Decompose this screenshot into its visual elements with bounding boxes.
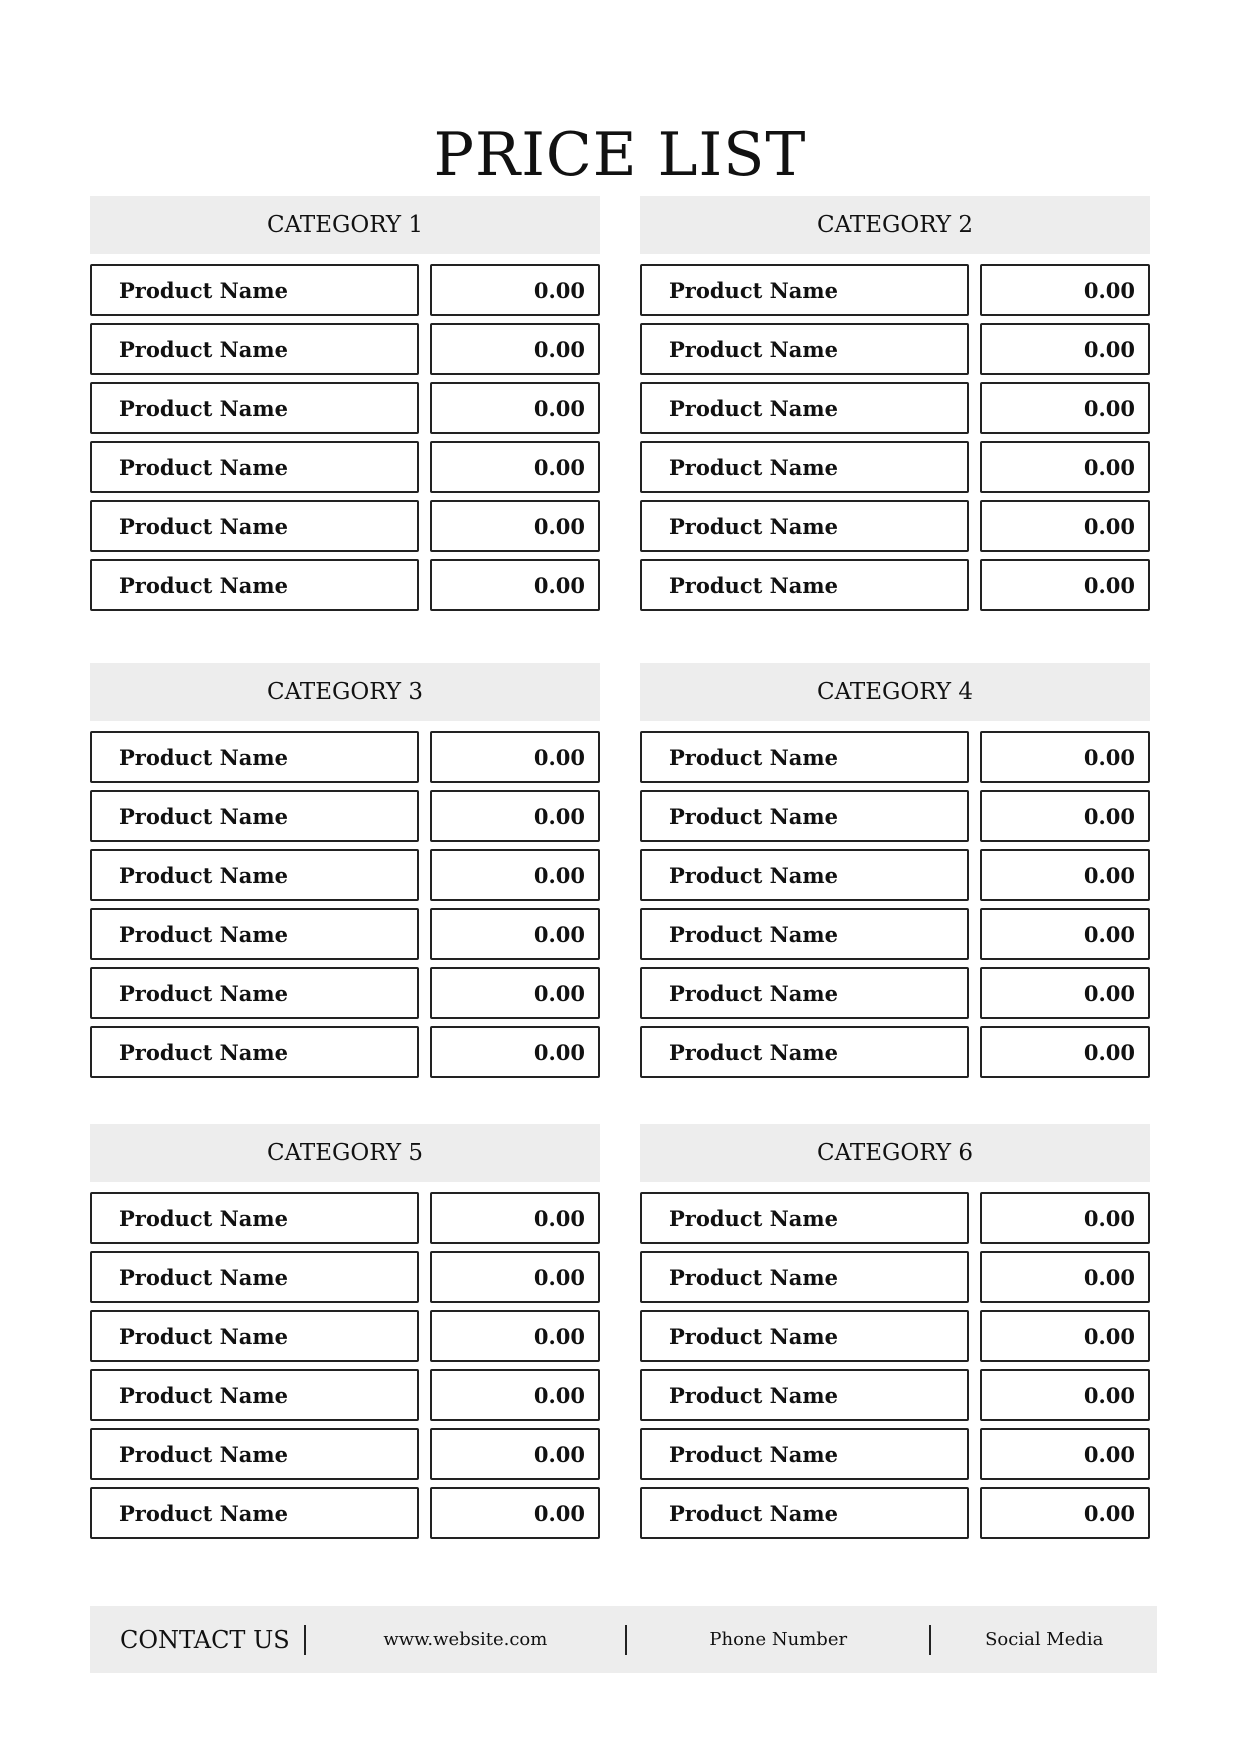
product-name: Product Name xyxy=(90,441,419,493)
category-section-4 xyxy=(640,663,1152,1085)
product-price: 0.00 xyxy=(980,264,1150,316)
product-price: 0.00 xyxy=(980,1428,1150,1480)
price-row xyxy=(640,264,1152,316)
category-header: CATEGORY 4 xyxy=(640,663,1150,721)
product-price: 0.00 xyxy=(430,1428,600,1480)
product-price: 0.00 xyxy=(980,559,1150,611)
product-name: Product Name xyxy=(90,559,419,611)
product-name: Product Name xyxy=(90,908,419,960)
product-price: 0.00 xyxy=(430,1192,600,1244)
price-row xyxy=(640,1026,1152,1078)
price-row xyxy=(640,1487,1152,1539)
product-price: 0.00 xyxy=(980,1487,1150,1539)
price-row xyxy=(640,967,1152,1019)
price-row xyxy=(90,323,602,375)
product-name: Product Name xyxy=(640,1428,969,1480)
price-row xyxy=(640,1310,1152,1362)
product-price: 0.00 xyxy=(980,731,1150,783)
price-row xyxy=(640,1251,1152,1303)
product-price: 0.00 xyxy=(430,967,600,1019)
price-row xyxy=(640,382,1152,434)
price-row xyxy=(640,1428,1152,1480)
category-header: CATEGORY 3 xyxy=(90,663,600,721)
category-section-6 xyxy=(640,1124,1152,1546)
price-row xyxy=(640,908,1152,960)
category-section-5 xyxy=(90,1124,602,1546)
product-name: Product Name xyxy=(640,908,969,960)
product-name: Product Name xyxy=(90,1428,419,1480)
product-name: Product Name xyxy=(640,1487,969,1539)
product-price: 0.00 xyxy=(980,1026,1150,1078)
product-name: Product Name xyxy=(90,967,419,1019)
price-row xyxy=(640,559,1152,611)
product-price: 0.00 xyxy=(430,1251,600,1303)
price-row xyxy=(90,1251,602,1303)
contact-footer xyxy=(90,1606,1157,1673)
category-section-3 xyxy=(90,663,602,1085)
product-price: 0.00 xyxy=(430,500,600,552)
price-row xyxy=(90,967,602,1019)
product-name: Product Name xyxy=(640,323,969,375)
category-header: CATEGORY 1 xyxy=(90,196,600,254)
product-name: Product Name xyxy=(640,967,969,1019)
product-name: Product Name xyxy=(90,849,419,901)
price-row xyxy=(90,790,602,842)
product-price: 0.00 xyxy=(980,323,1150,375)
product-price: 0.00 xyxy=(980,790,1150,842)
phone-number-text: Phone Number xyxy=(709,1629,848,1650)
social-media-text: Social Media xyxy=(985,1629,1104,1650)
product-price: 0.00 xyxy=(430,441,600,493)
price-row xyxy=(90,500,602,552)
product-name: Product Name xyxy=(90,382,419,434)
product-price: 0.00 xyxy=(430,849,600,901)
product-name: Product Name xyxy=(90,1487,419,1539)
product-price: 0.00 xyxy=(430,382,600,434)
product-price: 0.00 xyxy=(430,908,600,960)
price-row xyxy=(640,849,1152,901)
product-price: 0.00 xyxy=(430,323,600,375)
price-row xyxy=(90,1369,602,1421)
product-price: 0.00 xyxy=(430,731,600,783)
website-text: www.website.com xyxy=(383,1629,548,1650)
product-price: 0.00 xyxy=(980,1251,1150,1303)
price-row xyxy=(90,1487,602,1539)
product-price: 0.00 xyxy=(980,908,1150,960)
product-name: Product Name xyxy=(640,1192,969,1244)
product-price: 0.00 xyxy=(980,1310,1150,1362)
price-row xyxy=(90,382,602,434)
price-row xyxy=(640,731,1152,783)
page-title: PRICE LIST xyxy=(433,120,807,191)
product-name: Product Name xyxy=(90,790,419,842)
product-name: Product Name xyxy=(640,441,969,493)
price-row xyxy=(90,849,602,901)
product-name: Product Name xyxy=(640,1251,969,1303)
product-name: Product Name xyxy=(90,264,419,316)
product-price: 0.00 xyxy=(430,559,600,611)
product-name: Product Name xyxy=(90,500,419,552)
category-header: CATEGORY 2 xyxy=(640,196,1150,254)
product-name: Product Name xyxy=(640,790,969,842)
category-section-1 xyxy=(90,196,602,618)
price-row xyxy=(90,1428,602,1480)
price-row xyxy=(640,500,1152,552)
product-name: Product Name xyxy=(640,264,969,316)
product-name: Product Name xyxy=(90,1369,419,1421)
product-price: 0.00 xyxy=(430,1026,600,1078)
price-row xyxy=(640,323,1152,375)
contact-us-label: CONTACT US xyxy=(120,1625,290,1654)
product-price: 0.00 xyxy=(430,1369,600,1421)
product-price: 0.00 xyxy=(980,382,1150,434)
product-name: Product Name xyxy=(640,382,969,434)
product-name: Product Name xyxy=(640,849,969,901)
price-row xyxy=(90,441,602,493)
price-row xyxy=(90,908,602,960)
product-price: 0.00 xyxy=(430,790,600,842)
product-price: 0.00 xyxy=(430,264,600,316)
product-name: Product Name xyxy=(90,1026,419,1078)
product-price: 0.00 xyxy=(980,1369,1150,1421)
product-price: 0.00 xyxy=(980,1192,1150,1244)
product-price: 0.00 xyxy=(980,500,1150,552)
product-name: Product Name xyxy=(640,559,969,611)
price-row xyxy=(90,1026,602,1078)
price-row xyxy=(90,264,602,316)
category-header: CATEGORY 6 xyxy=(640,1124,1150,1182)
product-price: 0.00 xyxy=(980,967,1150,1019)
product-name: Product Name xyxy=(90,1310,419,1362)
product-name: Product Name xyxy=(640,1026,969,1078)
product-price: 0.00 xyxy=(430,1310,600,1362)
product-name: Product Name xyxy=(640,1310,969,1362)
price-row xyxy=(640,441,1152,493)
price-row xyxy=(90,1192,602,1244)
product-name: Product Name xyxy=(640,731,969,783)
product-name: Product Name xyxy=(640,500,969,552)
product-name: Product Name xyxy=(90,1251,419,1303)
price-row xyxy=(90,731,602,783)
price-row xyxy=(90,559,602,611)
price-row xyxy=(640,1192,1152,1244)
product-name: Product Name xyxy=(90,1192,419,1244)
product-name: Product Name xyxy=(90,323,419,375)
price-row xyxy=(640,790,1152,842)
product-price: 0.00 xyxy=(430,1487,600,1539)
product-name: Product Name xyxy=(640,1369,969,1421)
price-row xyxy=(90,1310,602,1362)
price-row xyxy=(640,1369,1152,1421)
category-header: CATEGORY 5 xyxy=(90,1124,600,1182)
product-price: 0.00 xyxy=(980,849,1150,901)
product-name: Product Name xyxy=(90,731,419,783)
product-price: 0.00 xyxy=(980,441,1150,493)
category-section-2 xyxy=(640,196,1152,618)
